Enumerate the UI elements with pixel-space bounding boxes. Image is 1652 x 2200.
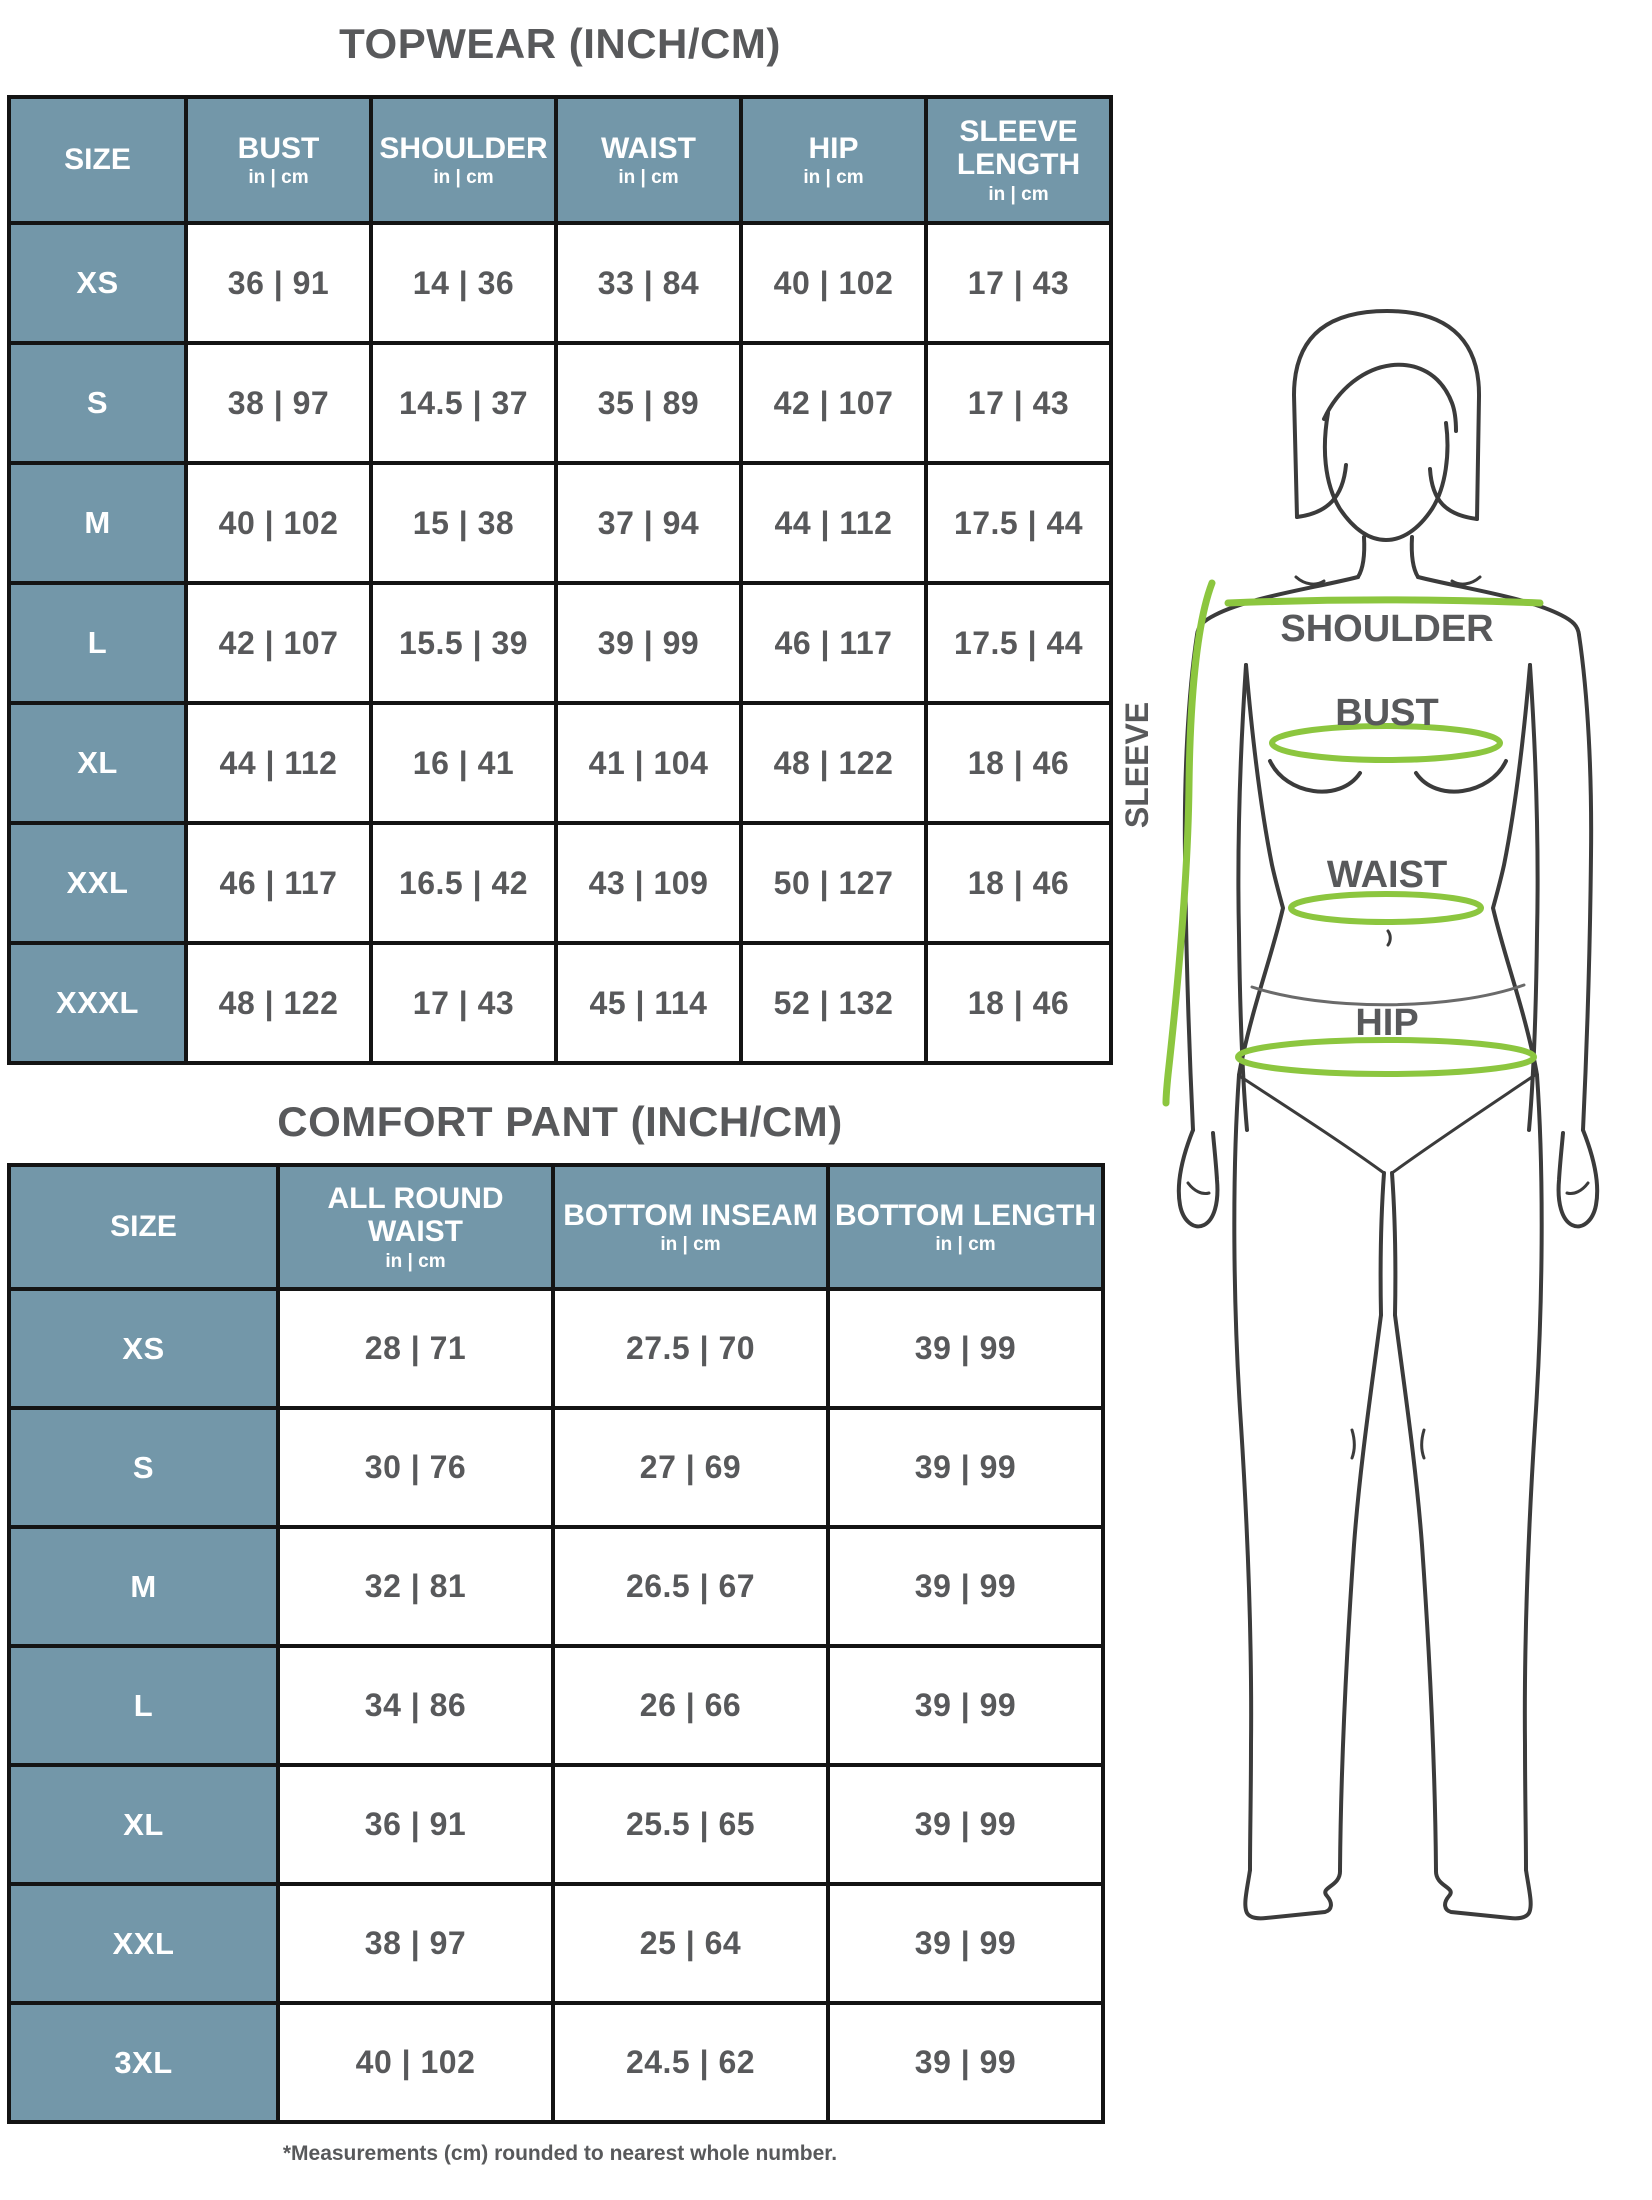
pant-cell-inseam: 27 | 69 <box>555 1410 826 1525</box>
header-label: BOTTOM LENGTH <box>834 1198 1097 1232</box>
header-unit: in | cm <box>988 183 1049 205</box>
topwear-size-label: XL <box>11 705 184 821</box>
comfort-pant-size-table <box>7 1163 1105 2124</box>
topwear-cell-waist: 43 | 109 <box>558 825 739 941</box>
topwear-cell-waist: 35 | 89 <box>558 345 739 461</box>
topwear-cell-bust: 44 | 112 <box>188 705 369 821</box>
topwear-size-label: XXXL <box>11 945 184 1061</box>
foot-left <box>1245 1870 1340 1918</box>
header-unit: in | cm <box>660 1234 721 1256</box>
topwear-size-label: XS <box>11 225 184 341</box>
topwear-cell-shoulder: 16 | 41 <box>373 705 554 821</box>
knee-mark-right <box>1422 1430 1424 1458</box>
topwear-cell-bust: 40 | 102 <box>188 465 369 581</box>
header-label: SLEEVE LENGTH <box>956 114 1081 182</box>
header-unit: in | cm <box>433 167 494 189</box>
shoulder-label: SHOULDER <box>1280 608 1494 650</box>
hairline-right <box>1430 469 1477 519</box>
pant-cell-waist: 28 | 71 <box>280 1291 551 1406</box>
pant-cell-inseam: 24.5 | 62 <box>555 2005 826 2120</box>
pant-cell-length: 39 | 99 <box>830 1410 1101 1525</box>
topwear-cell-sleeve: 17 | 43 <box>928 345 1109 461</box>
topwear-cell-sleeve: 18 | 46 <box>928 945 1109 1061</box>
sleeve-label: SLEEVE <box>1119 701 1155 829</box>
topwear-cell-hip: 52 | 132 <box>743 945 924 1061</box>
topwear-cell-sleeve: 17.5 | 44 <box>928 465 1109 581</box>
pant-cell-waist: 40 | 102 <box>280 2005 551 2120</box>
topwear-cell-sleeve: 18 | 46 <box>928 705 1109 821</box>
hand-left <box>1179 1130 1218 1226</box>
topwear-header-waist <box>558 99 739 221</box>
topwear-header-bust <box>188 99 369 221</box>
header-label: SHOULDER <box>379 131 548 165</box>
pant-cell-waist: 30 | 76 <box>280 1410 551 1525</box>
header-label: BUST <box>237 131 320 165</box>
navel <box>1388 931 1390 945</box>
header-label: ALL ROUND WAIST <box>327 1181 504 1249</box>
topwear-title: TOPWEAR (INCH/CM) <box>339 20 781 67</box>
topwear-size-label: M <box>11 465 184 581</box>
leg-inner-left <box>1340 1315 1381 1870</box>
arm-outer-right <box>1579 635 1591 1130</box>
pant-cell-waist: 32 | 81 <box>280 1529 551 1644</box>
panty-right <box>1392 1075 1535 1173</box>
female-figure-illustration <box>1100 225 1652 1930</box>
topwear-cell-shoulder: 15 | 38 <box>373 465 554 581</box>
foot-right <box>1436 1870 1531 1918</box>
pant-size-label: S <box>11 1410 276 1525</box>
pant-cell-inseam: 26 | 66 <box>555 1648 826 1763</box>
topwear-cell-waist: 45 | 114 <box>558 945 739 1061</box>
topwear-cell-bust: 42 | 107 <box>188 585 369 701</box>
topwear-cell-bust: 46 | 117 <box>188 825 369 941</box>
pant-cell-length: 39 | 99 <box>830 1291 1101 1406</box>
hip-measure-ellipse <box>1238 1040 1534 1074</box>
pant-cell-length: 39 | 99 <box>830 1767 1101 1882</box>
fringe <box>1324 365 1456 431</box>
pant-header-size <box>11 1167 276 1287</box>
topwear-cell-shoulder: 16.5 | 42 <box>373 825 554 941</box>
pant-cell-inseam: 25.5 | 65 <box>555 1767 826 1882</box>
pant-size-label: M <box>11 1529 276 1644</box>
pant-header-bottom-length <box>830 1167 1101 1287</box>
topwear-cell-bust: 38 | 97 <box>188 345 369 461</box>
topwear-header-sleeve-length <box>928 99 1109 221</box>
neck-left <box>1358 537 1364 577</box>
topwear-cell-hip: 46 | 117 <box>743 585 924 701</box>
header-label: SIZE <box>110 1210 177 1244</box>
topwear-cell-waist: 41 | 104 <box>558 705 739 821</box>
pant-cell-inseam: 27.5 | 70 <box>555 1291 826 1406</box>
inner-thigh-right <box>1392 1173 1395 1315</box>
topwear-cell-shoulder: 14 | 36 <box>373 225 554 341</box>
topwear-size-table <box>7 95 1113 1065</box>
pant-size-label: 3XL <box>11 2005 276 2120</box>
torso-side-right <box>1493 665 1537 1075</box>
header-label: BOTTOM INSEAM <box>563 1198 818 1232</box>
underbust-right <box>1416 761 1506 792</box>
pant-header-all-round-waist <box>280 1167 551 1287</box>
collarbone-left <box>1296 577 1324 584</box>
pant-cell-waist: 36 | 91 <box>280 1767 551 1882</box>
pant-size-label: XL <box>11 1767 276 1882</box>
topwear-cell-shoulder: 17 | 43 <box>373 945 554 1061</box>
topwear-header-shoulder <box>373 99 554 221</box>
pant-header-bottom-inseam <box>555 1167 826 1287</box>
hip-label: HIP <box>1355 1002 1419 1044</box>
underbust-left <box>1270 761 1360 792</box>
thumb-left <box>1188 1183 1209 1194</box>
topwear-header-hip <box>743 99 924 221</box>
topwear-cell-shoulder: 15.5 | 39 <box>373 585 554 701</box>
header-unit: in | cm <box>248 167 309 189</box>
topwear-cell-sleeve: 17.5 | 44 <box>928 585 1109 701</box>
topwear-cell-waist: 37 | 94 <box>558 465 739 581</box>
pant-cell-length: 39 | 99 <box>830 1886 1101 2001</box>
pant-size-label: XXL <box>11 1886 276 2001</box>
topwear-cell-hip: 42 | 107 <box>743 345 924 461</box>
neck-right <box>1412 537 1418 577</box>
topwear-cell-hip: 40 | 102 <box>743 225 924 341</box>
pant-cell-length: 39 | 99 <box>830 1648 1101 1763</box>
topwear-cell-bust: 36 | 91 <box>188 225 369 341</box>
shoulder-measure-line <box>1228 600 1540 603</box>
leg-inner-right <box>1395 1315 1436 1870</box>
header-unit: in | cm <box>803 167 864 189</box>
topwear-cell-sleeve: 17 | 43 <box>928 225 1109 341</box>
header-unit: in | cm <box>385 1250 446 1272</box>
topwear-cell-hip: 50 | 127 <box>743 825 924 941</box>
topwear-cell-shoulder: 14.5 | 37 <box>373 345 554 461</box>
topwear-cell-sleeve: 18 | 46 <box>928 825 1109 941</box>
topwear-size-label: L <box>11 585 184 701</box>
topwear-cell-hip: 48 | 122 <box>743 705 924 821</box>
topwear-header-size <box>11 99 184 221</box>
header-label: SIZE <box>64 143 131 177</box>
topwear-cell-bust: 48 | 122 <box>188 945 369 1061</box>
pant-size-label: XS <box>11 1291 276 1406</box>
waist-measure-ellipse <box>1291 894 1481 922</box>
hair-outline <box>1294 311 1479 519</box>
header-label: HIP <box>808 131 859 165</box>
topwear-size-label: S <box>11 345 184 461</box>
waist-label: WAIST <box>1326 854 1448 896</box>
topwear-size-label: XXL <box>11 825 184 941</box>
pant-cell-inseam: 25 | 64 <box>555 1886 826 2001</box>
pant-cell-length: 39 | 99 <box>830 2005 1101 2120</box>
knee-mark-left <box>1352 1430 1354 1458</box>
pant-size-label: L <box>11 1648 276 1763</box>
leg-outer-left <box>1234 1075 1251 1870</box>
collarbone-right <box>1452 577 1480 584</box>
pant-cell-waist: 38 | 97 <box>280 1886 551 2001</box>
inner-thigh-left <box>1381 1173 1384 1315</box>
hand-right <box>1559 1130 1598 1226</box>
body-measurement-diagram <box>1100 225 1652 1930</box>
thumb-right <box>1567 1183 1588 1194</box>
topwear-cell-waist: 39 | 99 <box>558 585 739 701</box>
torso-side-left <box>1239 665 1283 1075</box>
topwear-cell-hip: 44 | 112 <box>743 465 924 581</box>
header-unit: in | cm <box>935 1234 996 1256</box>
measurement-footnote: *Measurements (cm) rounded to nearest whole number. <box>282 2142 838 2165</box>
pant-cell-length: 39 | 99 <box>830 1529 1101 1644</box>
header-unit: in | cm <box>618 167 679 189</box>
leg-outer-right <box>1525 1075 1542 1870</box>
topwear-cell-waist: 33 | 84 <box>558 225 739 341</box>
comfort-pant-title: COMFORT PANT (INCH/CM) <box>277 1098 843 1145</box>
panty-left <box>1241 1077 1384 1173</box>
pant-cell-inseam: 26.5 | 67 <box>555 1529 826 1644</box>
pant-cell-waist: 34 | 86 <box>280 1648 551 1763</box>
header-label: WAIST <box>601 131 696 165</box>
bust-label: BUST <box>1335 692 1439 734</box>
